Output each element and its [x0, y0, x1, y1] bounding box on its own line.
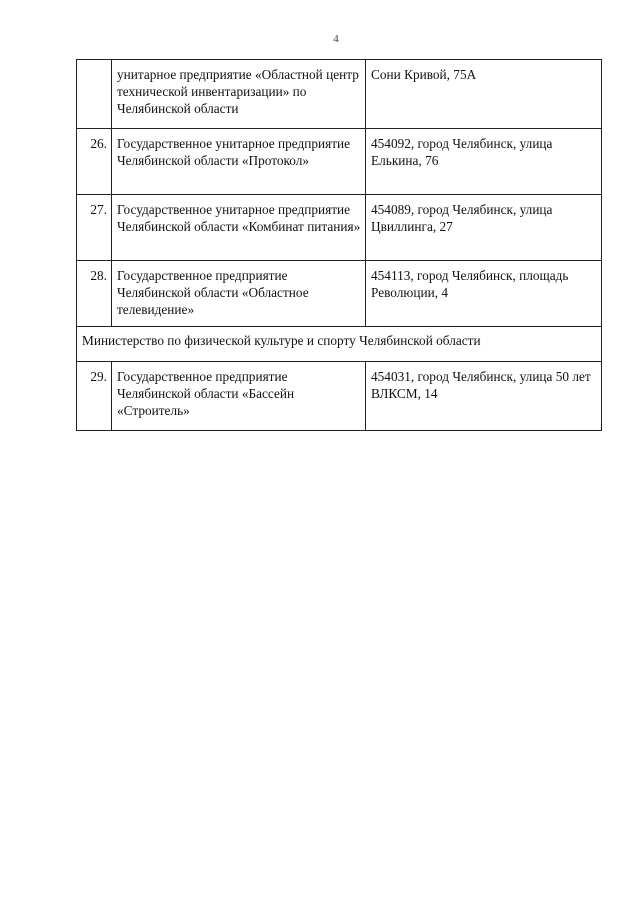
row-number: 29. — [77, 362, 112, 431]
table-row — [77, 60, 602, 129]
organization-name: Государственное предприятие Челябинской области «Областное телевидение» — [112, 261, 366, 327]
section-heading: Министерство по физической культуре и спорту Челябинской области — [77, 327, 602, 362]
row-number: 27. — [77, 195, 112, 261]
page-number: 4 — [333, 33, 339, 45]
organization-address: Сони Кривой, 75А — [366, 60, 602, 129]
organization-address: 454089, город Челябинск, улица Цвиллинга, 27 — [366, 195, 602, 261]
organizations-table — [76, 59, 602, 431]
organization-name: Государственное предприятие Челябинской области «Бассейн «Строитель» — [112, 362, 366, 431]
section-heading-row — [77, 327, 602, 362]
organization-address: 454092, город Челябинск, улица Елькина, 76 — [366, 129, 602, 195]
organization-name: унитарное предприятие «Областной центр технической инвентаризации» по Челябинской области — [112, 60, 366, 129]
row-number: 28. — [77, 261, 112, 327]
table-row — [77, 195, 602, 261]
table-row — [77, 261, 602, 327]
organization-address: 454113, город Челябинск, площадь Революции, 4 — [366, 261, 602, 327]
row-number: 26. — [77, 129, 112, 195]
row-number — [77, 60, 112, 129]
organization-name: Государственное унитарное предприятие Челябинской области «Протокол» — [112, 129, 366, 195]
organization-name: Государственное унитарное предприятие Челябинской области «Комбинат питания» — [112, 195, 366, 261]
organization-address: 454031, город Челябинск, улица 50 лет ВЛКСМ, 14 — [366, 362, 602, 431]
table-row — [77, 362, 602, 431]
table-row — [77, 129, 602, 195]
